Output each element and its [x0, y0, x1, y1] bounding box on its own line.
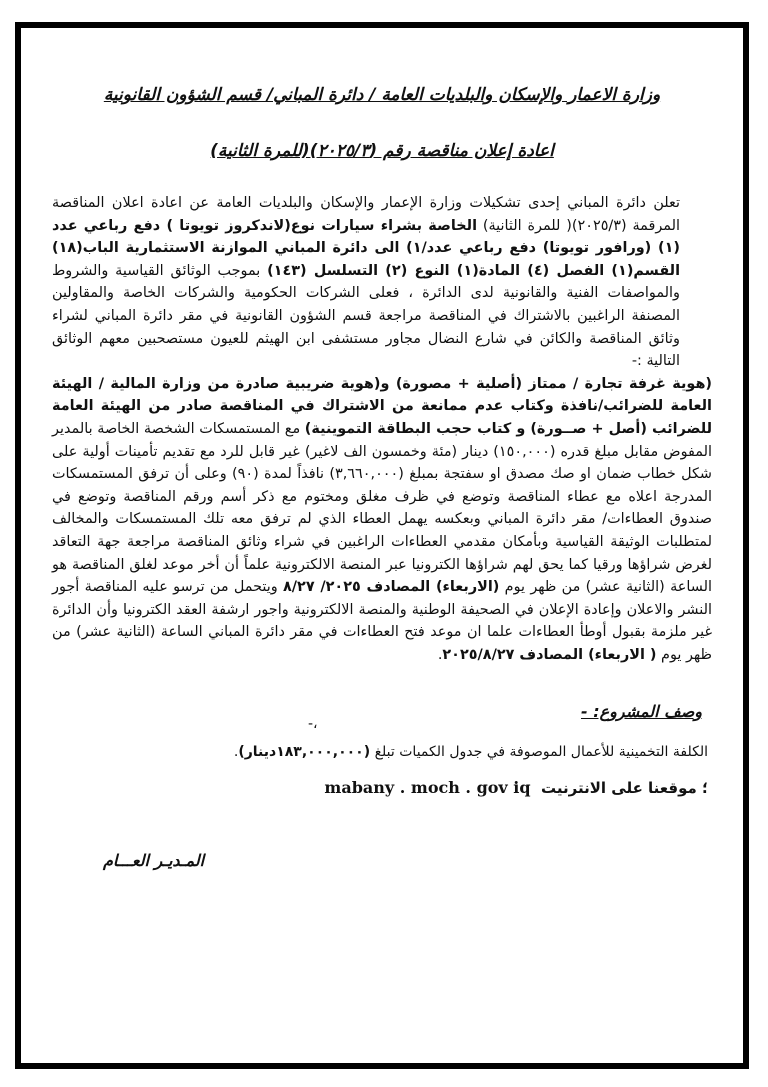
paragraph-requirements — [52, 373, 712, 667]
website-url[interactable]: mabany . moch . gov iq — [324, 778, 531, 797]
intro-text: تعلن دائرة المباني إحدى تشكيلات وزارة الإعمار والإسكان والبلديات العامة عن اعادة اعلان المناقصة المرقمة (٢٠٢٥/٣)( للمرة الثانية) — [52, 195, 681, 234]
required-documents: (هوية غرفة تجارة / ممتاز (أصلية + مصورة) و(هوية ضريبية صادرة من وزارة المالية / الهيئة العامة للضرائب/نافذة وكتاب عدم ممانعة من الاشتراك في المناقصة صادر من الهيئة العامة للضرائب (أصل + صــورة) و كتاب حجب البطاقة التموينية) — [52, 375, 712, 437]
paragraph-intro — [52, 192, 712, 373]
announcement-document — [52, 80, 712, 666]
closing-date: (الاربعاء) المصادف ٢٠٢٥/ ٨/٢٧ — [283, 579, 500, 596]
tender-title: اعادة إعلان مناقصة رقم (٢٠٢٥/٣)(للمرة الثانية) — [210, 141, 554, 161]
signature-general-director: المـديـر العـــام — [103, 851, 205, 870]
cost-value: (١٨٣,٠٠٠,٠٠٠دينار) — [238, 744, 371, 760]
website-line — [324, 778, 708, 797]
website-label: ؛ موقعنا على الانترنيت — [541, 779, 708, 797]
project-description-title: وصف المشروع: - — [581, 702, 702, 721]
estimated-cost — [234, 744, 708, 760]
tender-subject: الخاصة بشراء سيارات نوع(لاندكروز تويوتا ) دفع رباعي عدد (١) (ورافور تويوتا) دفع رباعي عدد/١) الى دائرة المباني الموازنة الاستثمارية الباب(١٨) القسم(١) الفصل (٤) المادة(١) النوع (٢) التسلسل (١٤٣) — [52, 217, 681, 279]
intro-rest: بموجب الوثائق القياسية والشروط والمواصفات الفنية والقانونية لدى الدائرة ، فعلى الشركات الحكومية والشركات الخاصة والمقاولين المصنفة الراغبين بالاشتراك في المناقصة مراجعة قسم الشؤون القانونية في مقر دائرة المباني لشراء وثائق المناقصة والكائن في شارع النضال مجاور مستشفى ابن الهيثم للعيون مستصحبين معهم الوثائق التالية :- — [52, 262, 680, 370]
opening-date: ( الاربعاء) المصادف ٢٠٢٥/٨/٢٧ — [442, 646, 657, 663]
ministry-header: وزارة الاعمار والإسكان والبلديات العامة / دائرة المباني/ قسم الشؤون القانونية — [103, 85, 661, 105]
announcement-body — [52, 192, 712, 666]
cost-label: الكلفة التخمينية للأعمال الموصوفة في جدول الكميات تبلغ — [370, 744, 708, 760]
sentence-end: . — [437, 646, 443, 663]
requirements-text-2: ويتحمل من ترسو عليه المناقصة أجور النشر والاعلان وإعادة الإعلان في الصحيفة الوطنية والمنصة الالكترونية واجور ارشفة العقد الكترونيا وأن الدائرة غير ملزمة بقبول أوطأ العطاءات علما ان موعد فتح العطاءات في مقر دائرة المباني الساعة (الثانية عشر) من ظهر يوم — [52, 579, 712, 663]
stray-mark: -، — [308, 716, 318, 732]
cost-end: . — [233, 744, 239, 760]
requirements-text: مع المستمسكات الشخصة الخاصة بالمدير المفوض مقابل مبلغ قدره (١٥٠,٠٠٠) دينار (مئة وخمسون الف لاغير) غير قابل للرد مع تقديم تأمينات أولية على شكل خطاب ضمان او صك مصدق او سفتجة بمبلغ (٣,٦٦٠,٠٠٠) نافذاً لمدة (٩٠) وعلى أن ترفق المستمسكات المدرجة اعلاه مع عطاء المناقصة وتوضع في ظرف مغلق ومختوم مع ذكر أسم ورقم المناقصة وتوضع في صندوق العطاءات/ مقر دائرة المباني وبعكسه يهمل العطاء الذي لم ترفق معه تلك المستمسكات والمخالف لمتطلبات الوثيقة القياسية وبأمكان مقدمي العطاءات الراغبين في شراء وثائق المناقصة مراجعة جهة التعاقد لغرض شراؤها ورقيا كما يحق لهم شراؤها الكترونيا عبر المنصة الالكترونية علماً أن أخر موعد لغلق المناقصة هو الساعة (الثانية عشر) من ظهر يوم — [52, 420, 712, 596]
